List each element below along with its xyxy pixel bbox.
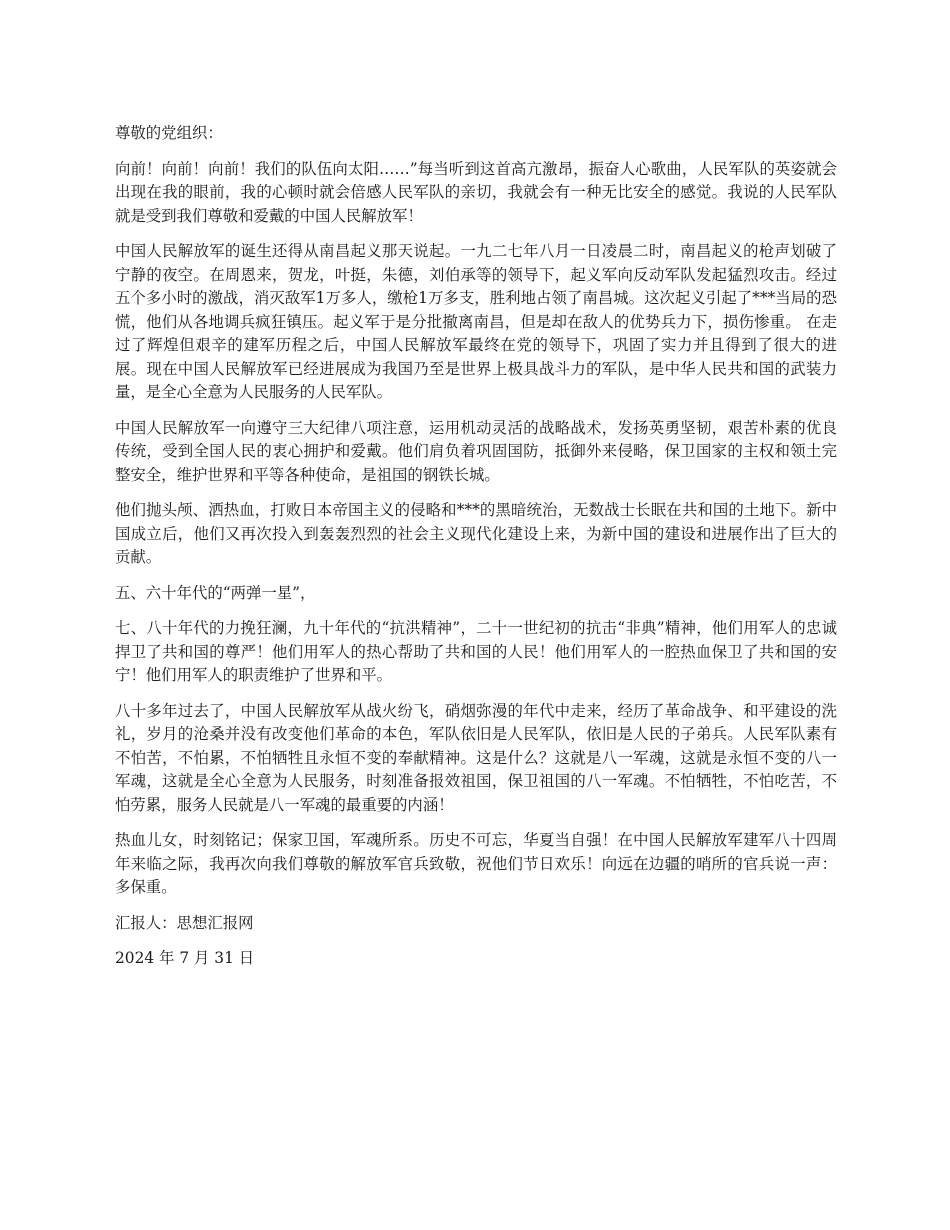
- paragraph-2: 中国人民解放军的诞生还得从南昌起义那天说起。一九二七年八月一日凌晨二时，南昌起义的枪声划破了宁静的夜空。在周恩来，贺龙，叶挺，朱德，刘伯承等的领导下，起义军向反动军队发起猛烈攻击。经过五个多小时的激战，消灭敌军1万多人，缴枪1万多支，胜利地占领了南昌城。这次起义引起了***当局的恐慌，他们从各地调兵疯狂镇压。起义军于是分批撤离南昌，但是却在敌人的优势兵力下，损伤惨重。 在走过了辉煌但艰辛的建军历程之后，中国人民解放军最终在党的领导下，巩固了实力并且得到了很大的进展。现在中国人民解放军已经进展成为我国乃至是世界上极具战斗力的军队，是中华人民共和国的武装力量，是全心全意为人民服务的人民军队。: [115, 242, 837, 401]
- paragraph-5: 五、六十年代的“两弹一星”，: [115, 583, 316, 602]
- reporter-line: 汇报人：思想汇报网: [115, 913, 254, 932]
- paragraph-8: 热血儿女，时刻铭记；保家卫国，军魂所系。历史不可忘，华夏当自强！在中国人民解放军建军八十四周年来临之际，我再次向我们尊敬的解放军官兵致敬，祝他们节日欢乐！向远在边疆的哨所的官兵说一声：多保重。: [115, 831, 837, 896]
- paragraph-1: 向前！向前！向前！我们的队伍向太阳……”每当听到这首高亢激昂，振奋人心歌曲，人民军队的英姿就会出现在我的眼前，我的心顿时就会倍感人民军队的亲切，我就会有一种无比安全的感觉。我说的人民军队就是受到我们尊敬和爱戴的中国人民解放军！: [115, 159, 837, 225]
- paragraph-3: 中国人民解放军一向遵守三大纪律八项注意，运用机动灵活的战略战术，发扬英勇坚韧，艰苦朴素的优良传统，受到全国人民的衷心拥护和爱戴。他们肩负着巩固国防，抵御外来侵略，保卫国家的主权和领土完整安全，维护世界和平等各种使命，是祖国的钢铁长城。: [115, 418, 837, 484]
- paragraph-7: 八十多年过去了，中国人民解放军从战火纷飞，硝烟弥漫的年代中走来，经历了革命战争、和平建设的洗礼，岁月的沧桑并没有改变他们革命的本色，军队依旧是人民军队，依旧是人民的子弟兵。人民军队素有不怕苦，不怕累，不怕牺牲且永恒不变的奉献精神。这是什么？这就是八一军魂，这就是永恒不变的八一军魂，这就是全心全意为人民服务，时刻准备报效祖国，保卫祖国的八一军魂。不怕牺牲，不怕吃苦，不怕劳累，服务人民就是八一军魂的最重要的内涵！: [115, 701, 837, 814]
- paragraph-4: 他们抛头颅、洒热血，打败日本帝国主义的侵略和***的黑暗统治，无数战士长眠在共和国的土地下。新中国成立后，他们又再次投入到轰轰烈烈的社会主义现代化建设上来，为新中国的建设和进展作出了巨大的贡献。: [115, 501, 837, 566]
- salutation: 尊敬的党组织：: [115, 124, 223, 142]
- document-body: [115, 122, 837, 983]
- date-line: 2024 年 7 月 31 日: [115, 949, 255, 967]
- paragraph-6: 七、八十年代的力挽狂澜，九十年代的“抗洪精神”，二十一世纪初的抗击“非典”精神，他们用军人的忠诚捍卫了共和国的尊严！他们用军人的热心帮助了共和国的人民！他们用军人的一腔热血保卫了共和国的安宁！他们用军人的职责维护了世界和平。: [115, 619, 837, 684]
